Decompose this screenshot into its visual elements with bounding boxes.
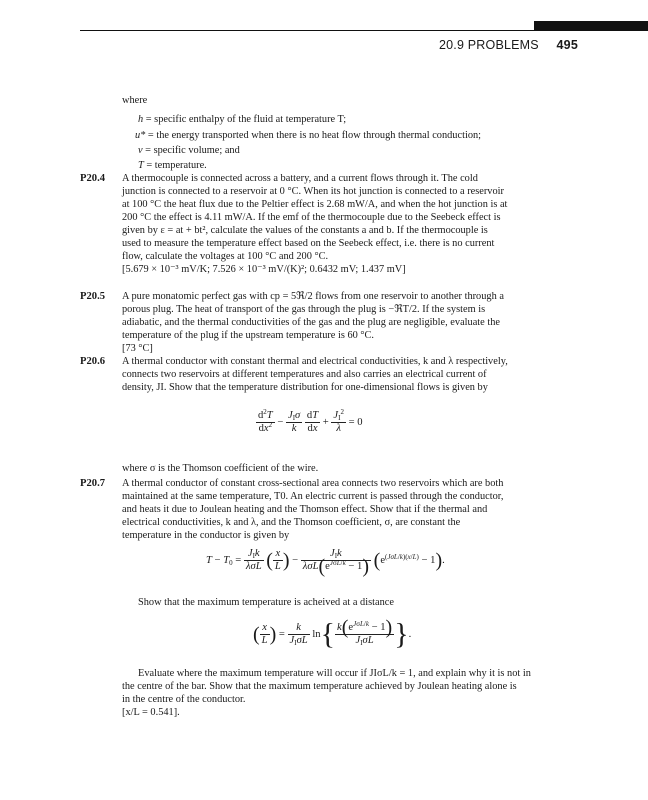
text-line: A thermal conductor of constant cross-sectional area connects two reservoirs which are both [122, 478, 504, 489]
answer: [73 °C] [122, 343, 153, 354]
problem-p20-7-text [122, 477, 572, 542]
where-intro: where [122, 95, 148, 106]
problem-number: P20.5 [80, 291, 106, 302]
running-header [439, 38, 578, 52]
text-line: density, JI. Show that the temperature distribution for one-dimensional flows is given by [122, 382, 488, 393]
text-line: temperature in the conductor is given by [122, 530, 290, 541]
text-line: connects two reservoirs at different temperatures and also carries an electrical current of [122, 369, 487, 380]
text-line: flow, calculate the voltages at 100 °C and 200 °C. [122, 251, 329, 262]
answer: [5.679 × 10⁻³ mV/K; 7.526 × 10⁻³ mV/(K)²; 0.6432 mV; 1.437 mV] [122, 264, 406, 275]
text-line: A thermocouple is connected across a battery, and a current flows through it. The cold [122, 173, 478, 184]
section-title: 20.9 PROBLEMS [438, 38, 539, 52]
problem-p20-6-text [122, 355, 572, 394]
p20-7-show-text: Show that the maximum temperature is acheived at a distance [138, 597, 394, 608]
page-number: 495 [556, 38, 578, 52]
p20-7-final-text [122, 667, 577, 719]
text-line: used to measure the temperature effect based on the Seebeck effect, i.e. there is no current [122, 238, 495, 249]
where-line-T: T = temperature. [138, 160, 207, 171]
equation-p20-6: $\frac{d^2T}{dx^2}$ − $\frac{J_I\sigma}{k}$ $\frac{dT}{dx}$ + $\frac{J_I^2}{\lambda}$ = 0 [258, 408, 363, 434]
text-line: and heats it due to Joulean heating and the Thomson effect. Show that if the thermal and [122, 504, 488, 515]
problem-p20-5-text [122, 290, 572, 355]
text-line: at 100 °C the heat flux due to the Peltier effect is 2.68 mW/A, and when the hot junction is at [122, 199, 508, 210]
header-rule [80, 30, 648, 31]
text-line: A pure monatomic perfect gas with cp = 5ℜ/2 flows from one reservoir to another through a [122, 291, 504, 302]
text-line: porous plug. The heat of transport of the gas through the plug is −ℜT/2. If the system is [122, 304, 486, 315]
equation-p20-7-max: ( $\frac{x}{L}$ ) = $\frac{k}{J_I\sigma L}$ ln{ $\frac{k(e^{J\sigma L/k} - 1)}{J_I\sigma L}$ }. [253, 616, 412, 651]
text-line: junction is connected to a reservoir at 0 °C. When its hot junction is connected to a reservoir [122, 186, 504, 197]
problem-number: P20.6 [80, 356, 106, 367]
text-line: adiabatic, and the thermal conductivities of the gas and the plug are negligible, evaluate the [122, 317, 500, 328]
where-line-h: h = specific enthalpy of the fluid at temperature T; [138, 114, 347, 125]
header-bar [534, 21, 648, 30]
text-line: Evaluate where the maximum temperature will occur if JIσL/k = 1, and explain why it is not in [138, 668, 531, 679]
text-line: electrical conductivities, k and λ, and the Thomson coefficient, σ, are constant the [122, 517, 461, 528]
problem-number: P20.7 [80, 478, 106, 489]
text-line: temperature of the plug if the upstream temperature is 60 °C. [122, 330, 375, 341]
text-line: A thermal conductor with constant thermal and electrical conductivities, k and λ respectively, [122, 356, 508, 367]
answer: [x/L = 0.541]. [122, 707, 180, 718]
text-line: in the centre of the conductor. [122, 694, 246, 705]
text-line: given by ε = at + bt², calculate the values of the constants a and b. If the thermocouple is [122, 225, 488, 236]
text-line: the centre of the bar. Show that the maximum temperature achieved by Joulean heating alone is [122, 681, 517, 692]
equation-p20-7-temperature: $T - T_0$ = $\frac{J_Ik}{\text{λσL}}$ ( $\frac{x}{L}$ ) − $\frac{J_Ik}{\lambda\sigma L(e^{J\sigma L/k} - 1)}$ $(e^{(J\sigma L/k)(x/L)} - 1)$. [206, 548, 445, 578]
problem-p20-4-text [122, 172, 572, 276]
text-line: 200 °C the effect is 4.11 mW/A. If the emf of the thermocouple due to the Seebeck effect is [122, 212, 501, 223]
where-line-v: v = specific volume; and [138, 145, 240, 156]
text-line: maintained at the same temperature, T0. An electric current is passed through the conductor, [122, 491, 504, 502]
p20-6-after: where σ is the Thomson coefficient of the wire. [122, 463, 319, 474]
problem-number: P20.4 [80, 173, 106, 184]
where-line-u: u* = the energy transported when there is no heat flow through thermal conduction; [135, 130, 482, 141]
